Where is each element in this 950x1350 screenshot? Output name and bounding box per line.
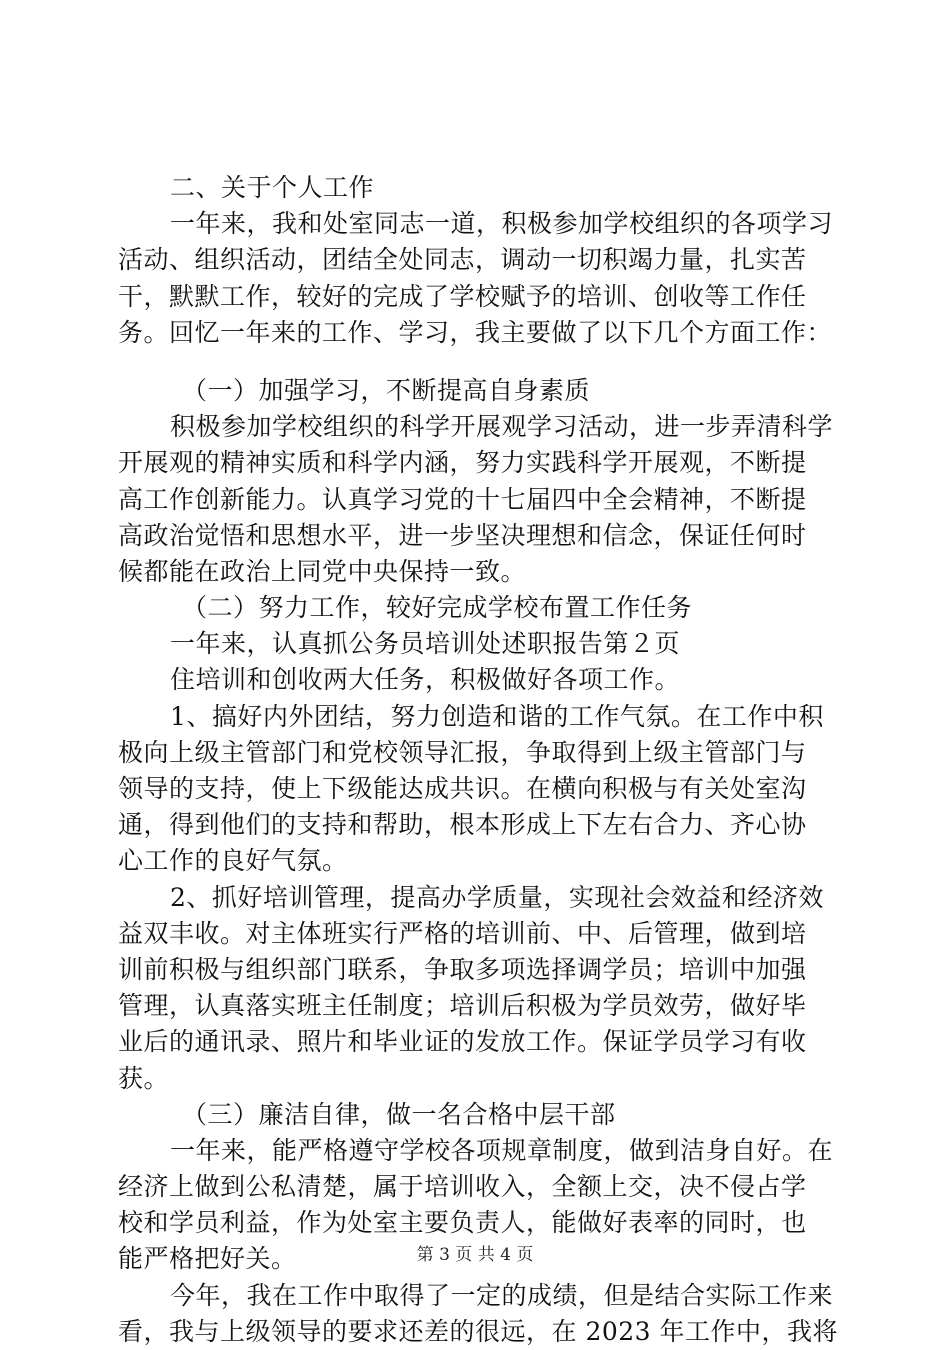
document-body — [118, 170, 838, 1350]
text-line: 极向上级主管部门和党校领导汇报，争取得到上级主管部门与 — [118, 737, 807, 767]
text-line: 心工作的良好气氛。 — [118, 846, 348, 876]
text-line: 益双丰收。对主体班实行严格的培训前、中、后管理，做到培 — [118, 918, 807, 948]
text-line: 经济上做到公私清楚，属于培训收入，全额上交，决不侵占学 — [118, 1172, 807, 1202]
text-line: 一年来，我和处室同志一道，积极参加学校组织的各项学习 — [170, 209, 834, 239]
text-line: 一年来，能严格遵守学校各项规章制度，做到洁身自好。在 — [170, 1135, 834, 1165]
text-line: 高政治觉悟和思想水平，进一步坚决理想和信念，保证任何时 — [118, 520, 807, 550]
text-line: 活动、组织活动，团结全处同志，调动一切积竭力量，扎实苦 — [118, 245, 807, 275]
text-line: 积极参加学校组织的科学开展观学习活动，进一步弄清科学 — [170, 412, 834, 442]
text-line: 看，我与上级领导的要求还差的很远，在 2023 年工作中，我将 — [118, 1316, 839, 1346]
text-line: 高工作创新能力。认真学习党的十七届四中全会精神，不断提 — [118, 484, 807, 514]
text-line: 务。回忆一年来的工作、学习，我主要做了以下几个方面工作： — [118, 317, 833, 347]
text-line: 住培训和创收两大任务，积极做好各项工作。 — [170, 665, 681, 695]
text-line: 1、搞好内外团结，努力创造和谐的工作气氛。在工作中积 — [170, 701, 824, 731]
text-line: 一年来，认真抓公务员培训处述职报告第２页 — [170, 629, 681, 659]
text-line: 干，默默工作，较好的完成了学校赋予的培训、创收等工作任 — [118, 281, 807, 311]
text-line: 能严格把好关。 — [118, 1244, 297, 1274]
text-line: 2、抓好培训管理，提高办学质量，实现社会效益和经济效 — [170, 882, 824, 912]
text-line: 今年，我在工作中取得了一定的成绩，但是结合实际工作来 — [170, 1280, 834, 1310]
text-line: 开展观的精神实质和科学内涵，努力实践科学开展观，不断提 — [118, 448, 807, 478]
text-line: 训前积极与组织部门联系，争取多项选择调学员；培训中加强 — [118, 954, 807, 984]
text-line: 领导的支持，使上下级能达成共识。在横向积极与有关处室沟 — [118, 774, 807, 803]
section-heading: （一）加强学习，不断提高自身素质 — [182, 375, 591, 405]
text-line: 通，得到他们的支持和帮助，根本形成上下左右合力、齐心协 — [118, 810, 807, 840]
section-heading: （三）廉洁自律，做一名合格中层干部 — [182, 1099, 616, 1129]
page-footer: 第 3 页 共 4 页 — [416, 1245, 534, 1265]
text-line: 二、关于个人工作 — [170, 173, 375, 202]
section-heading: （二）努力工作，较好完成学校布置工作任务 — [182, 593, 693, 623]
paragraph-gap — [118, 351, 838, 373]
text-line: 校和学员利益，作为处室主要负责人，能做好表率的同时，也 — [118, 1208, 807, 1238]
text-line: 管理，认真落实班主任制度；培训后积极为学员效劳，做好毕 — [118, 991, 807, 1021]
text-line: 业后的通讯录、照片和毕业证的发放工作。保证学员学习有收 — [118, 1027, 807, 1057]
text-line: 候都能在政治上同党中央保持一致。 — [118, 556, 527, 586]
text-line: 获。 — [118, 1063, 170, 1093]
